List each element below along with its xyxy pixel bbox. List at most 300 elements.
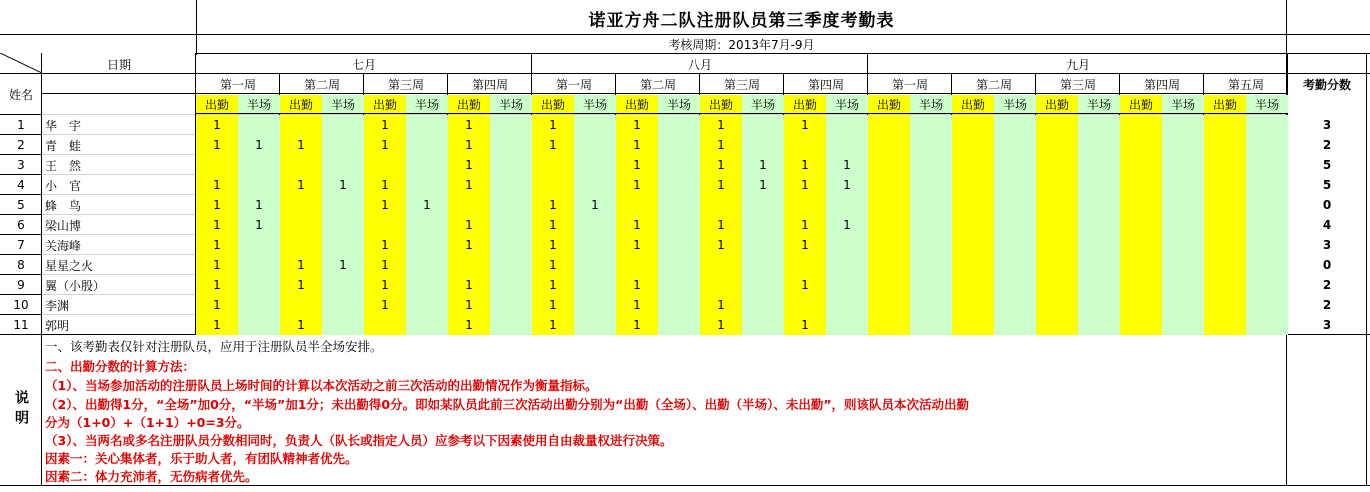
attendance-cell-fill <box>532 155 574 175</box>
attendance-cell-fill <box>658 275 700 295</box>
attendance-cell-fill <box>616 255 658 275</box>
week-header: 第四周 <box>1143 77 1180 92</box>
present-subheader: 出勤 <box>288 97 313 112</box>
attendance-cell-fill <box>994 315 1036 335</box>
attendance-cell-fill <box>742 215 784 235</box>
note-line-4: （2）、出勤得1分，“全场”加0分，“半场”加1分；未出勤得0分。即如某队员此前三次活动出勤分别为“出勤（全场）、出勤（半场）、未出勤”，则该队员本次活动出勤 <box>45 397 970 412</box>
attendance-cell-fill <box>994 195 1036 215</box>
attendance-cell-fill <box>280 115 322 135</box>
attendance-cell-fill <box>910 275 952 295</box>
attendance-cell-fill <box>1120 195 1162 215</box>
attendance-cell-fill <box>742 295 784 315</box>
attendance-cell-fill <box>1162 235 1204 255</box>
half-subheader: 半场 <box>414 97 439 112</box>
attendance-mark: 1 <box>339 258 347 272</box>
present-subheader: 出勤 <box>204 97 229 112</box>
attendance-cell-fill <box>406 255 448 275</box>
member-name: 小 官 <box>45 178 82 193</box>
week-header: 第二周 <box>303 77 340 92</box>
attendance-score: 5 <box>1322 178 1332 192</box>
attendance-score: 2 <box>1322 298 1332 312</box>
attendance-cell-fill <box>658 215 700 235</box>
attendance-cell-fill <box>1204 275 1246 295</box>
attendance-cell-fill <box>322 275 364 295</box>
half-subheader: 半场 <box>498 97 523 112</box>
attendance-cell-fill <box>1162 175 1204 195</box>
attendance-cell-fill <box>322 195 364 215</box>
row-number: 4 <box>17 178 25 192</box>
attendance-cell-fill <box>322 135 364 155</box>
attendance-cell-fill <box>1078 175 1120 195</box>
week-header: 第三周 <box>1059 77 1096 92</box>
attendance-mark: 1 <box>717 178 725 192</box>
attendance-mark: 1 <box>633 138 641 152</box>
attendance-cell-fill <box>994 215 1036 235</box>
attendance-cell-fill <box>574 155 616 175</box>
attendance-cell-fill <box>1078 275 1120 295</box>
note-line-8: 因素二：体力充沛者，无伤病者优先。 <box>45 469 258 484</box>
attendance-cell-fill <box>868 195 910 215</box>
attendance-cell-fill <box>1162 275 1204 295</box>
row-number: 1 <box>17 118 25 132</box>
attendance-score: 5 <box>1322 158 1332 172</box>
attendance-cell-fill <box>1078 115 1120 135</box>
attendance-cell-fill <box>1120 295 1162 315</box>
attendance-mark: 1 <box>381 238 389 252</box>
attendance-cell-fill <box>826 295 868 315</box>
present-subheader: 出勤 <box>624 97 649 112</box>
week-header: 第二周 <box>975 77 1012 92</box>
attendance-mark: 1 <box>297 258 305 272</box>
attendance-cell-fill <box>1036 135 1078 155</box>
attendance-mark: 1 <box>465 158 473 172</box>
attendance-cell-fill <box>406 235 448 255</box>
attendance-cell-fill <box>742 255 784 275</box>
notes-label <box>0 335 42 485</box>
attendance-cell-fill <box>994 275 1036 295</box>
attendance-cell-fill <box>574 315 616 335</box>
attendance-cell-fill <box>994 235 1036 255</box>
attendance-cell-fill <box>1204 235 1246 255</box>
attendance-cell-fill <box>826 255 868 275</box>
week-header: 第三周 <box>387 77 424 92</box>
attendance-cell-fill <box>1120 275 1162 295</box>
week-header: 第四周 <box>471 77 508 92</box>
attendance-cell-fill <box>280 215 322 235</box>
attendance-cell-fill <box>658 315 700 335</box>
attendance-score: 4 <box>1322 218 1332 232</box>
attendance-cell-fill <box>238 275 280 295</box>
attendance-cell-fill <box>574 115 616 135</box>
attendance-mark: 1 <box>717 298 725 312</box>
attendance-mark: 1 <box>465 278 473 292</box>
attendance-cell-fill <box>616 195 658 215</box>
attendance-cell-fill <box>658 195 700 215</box>
border-line <box>0 485 1370 486</box>
attendance-cell-fill <box>490 175 532 195</box>
half-subheader: 半场 <box>918 97 943 112</box>
name-header: 姓名 <box>8 87 33 102</box>
week-header: 第一周 <box>555 77 592 92</box>
attendance-cell-fill <box>1246 155 1288 175</box>
attendance-cell-fill <box>1246 215 1288 235</box>
attendance-cell-fill <box>490 195 532 215</box>
attendance-cell-fill <box>1162 195 1204 215</box>
attendance-cell-fill <box>322 155 364 175</box>
attendance-cell-fill <box>952 315 994 335</box>
attendance-mark: 1 <box>423 198 431 212</box>
attendance-cell-fill <box>994 135 1036 155</box>
attendance-cell-fill <box>868 275 910 295</box>
attendance-cell-fill <box>742 115 784 135</box>
attendance-cell-fill <box>1078 235 1120 255</box>
attendance-cell-fill <box>364 315 406 335</box>
attendance-cell-fill <box>490 315 532 335</box>
attendance-cell-fill <box>910 195 952 215</box>
attendance-cell-fill <box>1036 155 1078 175</box>
attendance-cell-fill <box>1036 295 1078 315</box>
attendance-cell-fill <box>952 295 994 315</box>
attendance-cell-fill <box>1120 115 1162 135</box>
attendance-cell-fill <box>910 175 952 195</box>
attendance-cell-fill <box>280 295 322 315</box>
attendance-mark: 1 <box>633 278 641 292</box>
attendance-mark: 1 <box>717 138 725 152</box>
attendance-cell-fill <box>1120 255 1162 275</box>
attendance-cell-fill <box>952 195 994 215</box>
score-header: 考勤分数 <box>1302 77 1351 92</box>
attendance-score: 3 <box>1322 238 1332 252</box>
member-name: 星星之火 <box>45 258 94 273</box>
attendance-cell-fill <box>868 235 910 255</box>
attendance-cell-fill <box>1162 255 1204 275</box>
attendance-cell-fill <box>1036 315 1078 335</box>
attendance-mark: 1 <box>339 178 347 192</box>
present-subheader: 出勤 <box>1212 97 1237 112</box>
row-number: 5 <box>17 198 25 212</box>
attendance-cell-fill <box>490 215 532 235</box>
note-line-6: （3）、当两名或多名注册队员分数相同时，负责人（队长或指定人员）应参考以下因素使用自由裁量权进行决策。 <box>45 433 673 448</box>
attendance-score: 2 <box>1322 138 1332 152</box>
attendance-mark: 1 <box>297 178 305 192</box>
member-name: 蜂 鸟 <box>45 198 82 213</box>
attendance-mark: 1 <box>843 218 851 232</box>
present-subheader: 出勤 <box>540 97 565 112</box>
attendance-mark: 1 <box>213 178 221 192</box>
attendance-cell-fill <box>658 175 700 195</box>
attendance-mark: 1 <box>213 258 221 272</box>
attendance-cell-fill <box>826 235 868 255</box>
month-header: 九月 <box>1065 57 1090 72</box>
attendance-cell-fill <box>1078 195 1120 215</box>
attendance-mark: 1 <box>255 138 263 152</box>
attendance-mark: 1 <box>255 198 263 212</box>
attendance-cell-fill <box>322 315 364 335</box>
attendance-cell-fill <box>1162 115 1204 135</box>
attendance-cell-fill <box>1036 195 1078 215</box>
attendance-cell-fill <box>574 215 616 235</box>
attendance-cell-fill <box>238 295 280 315</box>
attendance-cell-fill <box>322 215 364 235</box>
attendance-cell-fill <box>574 135 616 155</box>
attendance-cell-fill <box>742 135 784 155</box>
border-line <box>0 73 1370 74</box>
attendance-cell-fill <box>994 255 1036 275</box>
attendance-cell-fill <box>280 235 322 255</box>
attendance-mark: 1 <box>213 278 221 292</box>
attendance-cell-fill <box>952 115 994 135</box>
present-subheader: 出勤 <box>1044 97 1069 112</box>
attendance-cell-fill <box>952 255 994 275</box>
present-subheader: 出勤 <box>960 97 985 112</box>
attendance-mark: 1 <box>213 118 221 132</box>
attendance-cell-fill <box>574 255 616 275</box>
attendance-mark: 1 <box>465 238 473 252</box>
attendance-cell-fill <box>1120 215 1162 235</box>
month-header: 八月 <box>687 57 712 72</box>
attendance-cell-fill <box>1120 235 1162 255</box>
note-line-2: 二、出勤分数的计算方法： <box>45 359 196 374</box>
attendance-mark: 1 <box>381 258 389 272</box>
attendance-cell-fill <box>658 155 700 175</box>
attendance-cell-fill <box>1204 255 1246 275</box>
attendance-cell-fill <box>700 255 742 275</box>
attendance-cell-fill <box>1120 315 1162 335</box>
row-number: 2 <box>17 138 25 152</box>
attendance-cell-fill <box>364 155 406 175</box>
attendance-cell-fill <box>868 175 910 195</box>
week-header: 第一周 <box>891 77 928 92</box>
member-name: 青 蛙 <box>45 138 82 153</box>
attendance-cell-fill <box>406 155 448 175</box>
member-name: 翼（小殷） <box>45 278 106 293</box>
attendance-cell-fill <box>196 155 238 175</box>
attendance-score: 2 <box>1322 278 1332 292</box>
attendance-cell-fill <box>490 275 532 295</box>
member-name: 华 宇 <box>45 118 82 133</box>
attendance-cell-fill <box>658 295 700 315</box>
attendance-cell-fill <box>1246 255 1288 275</box>
attendance-score: 3 <box>1322 318 1332 332</box>
member-name: 李渊 <box>45 298 70 313</box>
attendance-cell-fill <box>742 275 784 295</box>
attendance-cell-fill <box>868 215 910 235</box>
attendance-cell-fill <box>490 135 532 155</box>
attendance-cell-fill <box>658 115 700 135</box>
attendance-mark: 1 <box>717 158 725 172</box>
week-header: 第三周 <box>723 77 760 92</box>
half-subheader: 半场 <box>582 97 607 112</box>
attendance-cell-fill <box>1246 295 1288 315</box>
attendance-cell-fill <box>868 315 910 335</box>
attendance-cell-fill <box>448 255 490 275</box>
sheet-title: 诺亚方舟二队注册队员第三季度考勤表 <box>588 10 895 31</box>
attendance-cell-fill <box>784 255 826 275</box>
attendance-cell-fill <box>1162 315 1204 335</box>
attendance-cell-fill <box>1204 315 1246 335</box>
attendance-cell-fill <box>1246 115 1288 135</box>
attendance-cell-fill <box>868 155 910 175</box>
attendance-cell-fill <box>910 235 952 255</box>
attendance-cell-fill <box>784 135 826 155</box>
attendance-cell-fill <box>1120 135 1162 155</box>
attendance-cell-fill <box>910 295 952 315</box>
attendance-mark: 1 <box>213 318 221 332</box>
row-number: 8 <box>17 258 25 272</box>
attendance-cell-fill <box>490 255 532 275</box>
attendance-mark: 1 <box>381 138 389 152</box>
attendance-cell-fill <box>994 115 1036 135</box>
attendance-mark: 1 <box>381 118 389 132</box>
attendance-mark: 1 <box>549 118 557 132</box>
header-diagonal-line <box>0 53 42 73</box>
attendance-cell-fill <box>1162 155 1204 175</box>
half-subheader: 半场 <box>330 97 355 112</box>
attendance-cell-fill <box>322 295 364 315</box>
attendance-cell-fill <box>574 175 616 195</box>
attendance-cell-fill <box>490 155 532 175</box>
note-line-1: 一、该考勤表仅针对注册队员，应用于注册队员半全场安排。 <box>45 339 383 354</box>
half-subheader: 半场 <box>246 97 271 112</box>
attendance-mark: 1 <box>549 238 557 252</box>
attendance-cell-fill <box>574 295 616 315</box>
attendance-cell-fill <box>1078 255 1120 275</box>
attendance-mark: 1 <box>717 318 725 332</box>
attendance-mark: 1 <box>549 318 557 332</box>
attendance-cell-fill <box>1246 195 1288 215</box>
attendance-cell-fill <box>868 295 910 315</box>
attendance-cell-fill <box>868 135 910 155</box>
attendance-cell-fill <box>238 235 280 255</box>
attendance-cell-fill <box>448 195 490 215</box>
attendance-mark: 1 <box>465 218 473 232</box>
member-name: 郭明 <box>45 318 70 333</box>
attendance-score: 0 <box>1322 198 1332 212</box>
row-number: 11 <box>13 318 29 332</box>
half-subheader: 半场 <box>750 97 775 112</box>
attendance-mark: 1 <box>213 238 221 252</box>
attendance-mark: 1 <box>465 178 473 192</box>
attendance-cell-fill <box>658 235 700 255</box>
member-name: 关海峰 <box>45 238 82 253</box>
attendance-cell-fill <box>1246 275 1288 295</box>
present-subheader: 出勤 <box>372 97 397 112</box>
attendance-cell-fill <box>826 135 868 155</box>
attendance-mark: 1 <box>465 138 473 152</box>
attendance-mark: 1 <box>801 238 809 252</box>
attendance-mark: 1 <box>633 298 641 312</box>
week-header: 第四周 <box>807 77 844 92</box>
present-subheader: 出勤 <box>792 97 817 112</box>
present-subheader: 出勤 <box>708 97 733 112</box>
attendance-cell-fill <box>1204 155 1246 175</box>
attendance-cell-fill <box>406 295 448 315</box>
header-diagonal <box>0 53 42 73</box>
attendance-cell-fill <box>490 295 532 315</box>
attendance-cell-fill <box>826 315 868 335</box>
attendance-mark: 1 <box>465 118 473 132</box>
attendance-cell-fill <box>1204 175 1246 195</box>
attendance-cell-fill <box>910 115 952 135</box>
attendance-cell-fill <box>1036 275 1078 295</box>
attendance-mark: 1 <box>381 298 389 312</box>
half-subheader: 半场 <box>1254 97 1279 112</box>
week-header: 第二周 <box>639 77 676 92</box>
attendance-mark: 1 <box>801 118 809 132</box>
present-subheader: 出勤 <box>456 97 481 112</box>
attendance-mark: 1 <box>549 278 557 292</box>
attendance-cell-fill <box>322 115 364 135</box>
attendance-cell-fill <box>826 195 868 215</box>
month-header: 七月 <box>351 57 376 72</box>
attendance-mark: 1 <box>381 278 389 292</box>
attendance-cell-fill <box>574 235 616 255</box>
attendance-cell-fill <box>994 155 1036 175</box>
attendance-mark: 1 <box>297 138 305 152</box>
attendance-cell-fill <box>1078 315 1120 335</box>
attendance-cell-fill <box>1204 115 1246 135</box>
attendance-cell-fill <box>1162 135 1204 155</box>
attendance-cell-fill <box>868 115 910 135</box>
attendance-cell-fill <box>1246 135 1288 155</box>
attendance-mark: 1 <box>759 158 767 172</box>
attendance-cell-fill <box>1120 155 1162 175</box>
attendance-score: 3 <box>1322 118 1332 132</box>
attendance-cell-fill <box>406 175 448 195</box>
attendance-mark: 1 <box>717 118 725 132</box>
half-subheader: 半场 <box>666 97 691 112</box>
attendance-cell-fill <box>238 315 280 335</box>
row-number: 6 <box>17 218 25 232</box>
attendance-cell-fill <box>1204 135 1246 155</box>
attendance-cell-fill <box>1204 215 1246 235</box>
attendance-cell-fill <box>1120 175 1162 195</box>
attendance-mark: 1 <box>633 158 641 172</box>
attendance-mark: 1 <box>633 318 641 332</box>
attendance-cell-fill <box>322 235 364 255</box>
attendance-mark: 1 <box>717 238 725 252</box>
attendance-cell-fill <box>952 155 994 175</box>
attendance-mark: 1 <box>465 318 473 332</box>
attendance-mark: 1 <box>591 198 599 212</box>
attendance-cell-fill <box>952 275 994 295</box>
attendance-cell-fill <box>406 275 448 295</box>
attendance-mark: 1 <box>549 198 557 212</box>
attendance-cell-fill <box>742 195 784 215</box>
note-line-5: 分为（1+0）+（1+1）+0=3分。 <box>45 415 250 430</box>
attendance-mark: 1 <box>801 318 809 332</box>
attendance-mark: 1 <box>297 278 305 292</box>
attendance-cell-fill <box>238 155 280 175</box>
attendance-cell-fill <box>868 255 910 275</box>
attendance-cell-fill <box>406 135 448 155</box>
attendance-cell-fill <box>280 195 322 215</box>
attendance-cell-fill <box>658 135 700 155</box>
attendance-cell-fill <box>952 175 994 195</box>
present-subheader: 出勤 <box>1128 97 1153 112</box>
attendance-cell-fill <box>700 275 742 295</box>
attendance-cell-fill <box>952 135 994 155</box>
attendance-cell-fill <box>490 115 532 135</box>
border-line <box>42 93 1287 94</box>
attendance-mark: 1 <box>633 218 641 232</box>
attendance-mark: 1 <box>717 218 725 232</box>
attendance-cell-fill <box>1162 215 1204 235</box>
half-subheader: 半场 <box>834 97 859 112</box>
attendance-cell-fill <box>1078 155 1120 175</box>
attendance-mark: 1 <box>801 218 809 232</box>
half-subheader: 半场 <box>1170 97 1195 112</box>
